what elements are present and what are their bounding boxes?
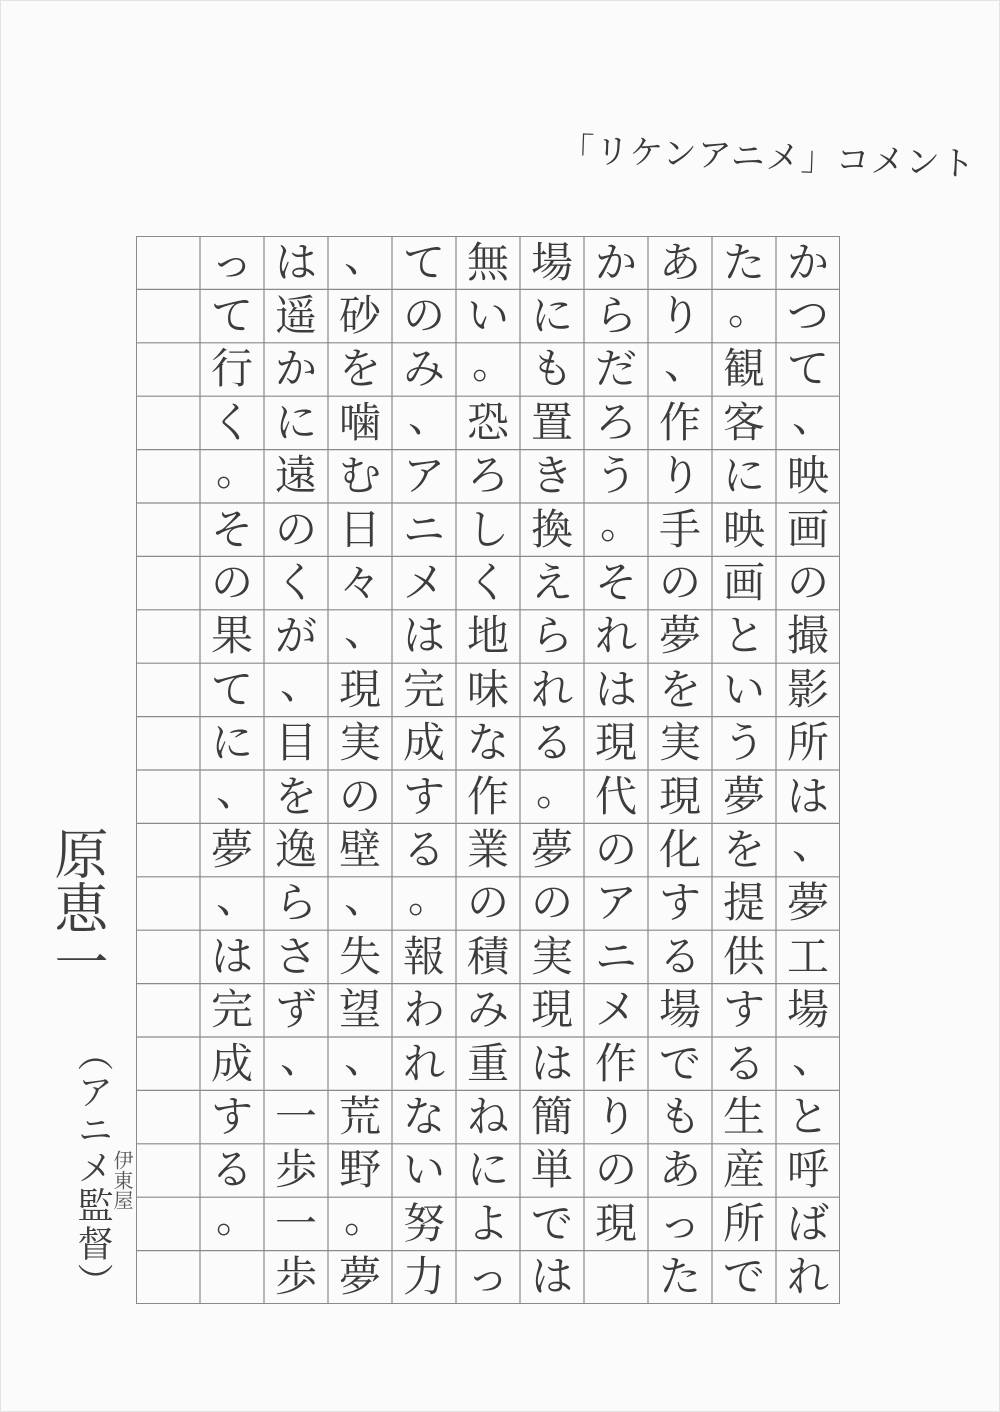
manuscript-cell: く — [274, 558, 317, 608]
manuscript-column — [648, 236, 712, 1304]
manuscript-cell: 重 — [466, 1038, 509, 1088]
manuscript-cell: 提 — [722, 878, 765, 928]
manuscript-cell: ね — [466, 1091, 509, 1141]
manuscript-cell: 影 — [786, 664, 829, 714]
manuscript-cell: 、 — [215, 769, 258, 815]
manuscript-cell: さ — [274, 931, 317, 981]
manuscript-column — [328, 236, 392, 1304]
manuscript-cell: う — [722, 718, 765, 768]
manuscript-cell: 、 — [343, 609, 386, 655]
manuscript-cell: 積 — [466, 931, 509, 981]
manuscript-cell: 成 — [402, 718, 445, 768]
manuscript-cell: み — [466, 985, 509, 1035]
manuscript-cell: 日 — [338, 504, 381, 554]
manuscript-cell: 現 — [658, 771, 701, 821]
manuscript-cell: 現 — [530, 985, 573, 1035]
manuscript-cell: 壁 — [338, 824, 381, 874]
manuscript-cell: す — [658, 878, 701, 928]
manuscript-cell: い — [466, 291, 509, 341]
manuscript-cell: る — [658, 931, 701, 981]
manuscript-cell: 逸 — [274, 824, 317, 874]
manuscript-cell: 供 — [722, 931, 765, 981]
manuscript-cell: か — [274, 344, 317, 394]
manuscript-cell: る — [210, 1145, 253, 1195]
author-role: （アニメ監督） — [72, 1035, 113, 1301]
manuscript-cell: と — [722, 611, 765, 661]
manuscript-cell: 、 — [215, 876, 258, 922]
manuscript-cell: に — [722, 451, 765, 501]
manuscript-cell: ア — [402, 451, 445, 501]
manuscript-cell: 置 — [530, 397, 573, 447]
manuscript-cell: 努 — [402, 1198, 445, 1248]
manuscript-cell: 実 — [658, 718, 701, 768]
manuscript-cell: っ — [466, 1252, 509, 1302]
manuscript-cell: 。 — [599, 502, 642, 548]
manuscript-cell: を — [722, 824, 765, 874]
manuscript-cell: の — [402, 291, 445, 341]
manuscript-cell: ば — [786, 1198, 829, 1248]
manuscript-cell: し — [466, 504, 509, 554]
manuscript-cell: 夢 — [338, 1252, 381, 1302]
manuscript-cell: 客 — [722, 397, 765, 447]
manuscript-cell: 、 — [791, 396, 834, 442]
manuscript-cell: 夢 — [530, 824, 573, 874]
manuscript-cell: 実 — [338, 718, 381, 768]
stamp-note: 伊東屋 — [110, 1150, 134, 1210]
manuscript-cell: と — [786, 1091, 829, 1141]
manuscript-cell: 画 — [722, 558, 765, 608]
manuscript-cell: た — [722, 237, 765, 287]
manuscript-cell: も — [658, 1091, 701, 1141]
manuscript-cell: は — [594, 664, 637, 714]
manuscript-cell: る — [530, 718, 573, 768]
manuscript-cell: 。 — [471, 342, 514, 388]
manuscript-cell: は — [274, 237, 317, 287]
manuscript-cell: あ — [658, 1145, 701, 1195]
manuscript-cell: 失 — [338, 931, 381, 981]
manuscript-cell: 映 — [786, 451, 829, 501]
manuscript-cell: 歩 — [274, 1145, 317, 1195]
manuscript-cell: ろ — [594, 397, 637, 447]
manuscript-cell: 所 — [722, 1198, 765, 1248]
manuscript-cell: 現 — [338, 664, 381, 714]
manuscript-cell: 単 — [530, 1145, 573, 1195]
manuscript-cell: 恐 — [466, 397, 509, 447]
manuscript-cell: 、 — [279, 1036, 322, 1082]
manuscript-cell: で — [658, 1038, 701, 1088]
manuscript-cell: 夢 — [658, 611, 701, 661]
manuscript-cell: も — [530, 344, 573, 394]
manuscript-cell: 々 — [338, 558, 381, 608]
manuscript-cell: む — [338, 451, 381, 501]
manuscript-cell: メ — [402, 558, 445, 608]
manuscript-cell: 地 — [466, 611, 509, 661]
manuscript-cell: を — [274, 771, 317, 821]
manuscript-cell: は — [530, 1038, 573, 1088]
manuscript-cell: か — [786, 237, 829, 287]
manuscript-cell: 所 — [786, 718, 829, 768]
manuscript-cell: 産 — [722, 1145, 765, 1195]
manuscript-cell: 観 — [722, 344, 765, 394]
manuscript-cell: う — [594, 451, 637, 501]
manuscript-cell: の — [658, 558, 701, 608]
manuscript-cell: 呼 — [786, 1145, 829, 1195]
manuscript-cell: れ — [594, 611, 637, 661]
manuscript-cell: ろ — [466, 451, 509, 501]
manuscript-cell: を — [658, 664, 701, 714]
manuscript-cell: く — [466, 558, 509, 608]
manuscript-cell: に — [466, 1145, 509, 1195]
manuscript-cell: り — [658, 291, 701, 341]
manuscript-cell: 一 — [274, 1091, 317, 1141]
manuscript-cell: 化 — [658, 824, 701, 874]
manuscript-cell: れ — [786, 1252, 829, 1302]
manuscript-cell: で — [722, 1252, 765, 1302]
manuscript-cell: に — [530, 291, 573, 341]
manuscript-cell: っ — [210, 237, 253, 287]
manuscript-cell — [200, 1250, 264, 1303]
manuscript-cell: の — [594, 824, 637, 874]
manuscript-cell: 。 — [215, 1197, 258, 1243]
manuscript-cell: て — [210, 664, 253, 714]
manuscript-cell: れ — [402, 1038, 445, 1088]
manuscript-cell: を — [338, 344, 381, 394]
manuscript-cell: て — [402, 237, 445, 287]
manuscript-cell: て — [210, 291, 253, 341]
manuscript-cell: に — [210, 718, 253, 768]
manuscript-cell: 無 — [466, 237, 509, 287]
manuscript-cell — [584, 1250, 648, 1303]
manuscript-cell: き — [530, 451, 573, 501]
manuscript-cell: あ — [658, 237, 701, 287]
manuscript-cell: り — [594, 1091, 637, 1141]
manuscript-cell: る — [722, 1038, 765, 1088]
manuscript-cell: た — [658, 1252, 701, 1302]
manuscript-cell: ず — [274, 985, 317, 1035]
manuscript-cell: 夢 — [210, 824, 253, 874]
manuscript-cell: は — [786, 771, 829, 821]
manuscript-cell: は — [210, 931, 253, 981]
manuscript-cell: 場 — [658, 985, 701, 1035]
manuscript-cell: 完 — [210, 985, 253, 1035]
manuscript-cell: 遥 — [274, 291, 317, 341]
manuscript-cell: み — [402, 344, 445, 394]
manuscript-cell: て — [786, 344, 829, 394]
manuscript-cell: 場 — [786, 985, 829, 1035]
manuscript-cell: 実 — [530, 931, 573, 981]
manuscript-cell: の — [274, 504, 317, 554]
manuscript-cell: 野 — [338, 1145, 381, 1195]
manuscript-cell: 。 — [727, 289, 770, 335]
manuscript-column — [392, 236, 456, 1304]
manuscript-cell: 。 — [215, 449, 258, 495]
manuscript-cell: 現 — [594, 1198, 637, 1248]
manuscript-cell: 、 — [279, 663, 322, 709]
manuscript-cell: 。 — [407, 876, 450, 922]
manuscript-cell: 遠 — [274, 451, 317, 501]
manuscript-column — [264, 236, 328, 1304]
manuscript-cell: 報 — [402, 931, 445, 981]
manuscript-cell: 。 — [343, 1197, 386, 1243]
manuscript-cell: っ — [658, 1198, 701, 1248]
manuscript-cell: 完 — [402, 664, 445, 714]
manuscript-cell: で — [530, 1198, 573, 1248]
manuscript-cell: ニ — [594, 931, 637, 981]
manuscript-cell: 撮 — [786, 611, 829, 661]
manuscript-cell: ら — [594, 291, 637, 341]
manuscript-cell: 、 — [791, 1036, 834, 1082]
manuscript-cell: 、 — [663, 342, 706, 388]
manuscript-column — [776, 236, 840, 1304]
manuscript-cell: メ — [594, 985, 637, 1035]
manuscript-cell: 噛 — [338, 397, 381, 447]
manuscript-cell: そ — [594, 558, 637, 608]
manuscript-cell: 業 — [466, 824, 509, 874]
manuscript-cell: 、 — [343, 1036, 386, 1082]
manuscript-column — [584, 236, 648, 1304]
manuscript-cell: 荒 — [338, 1091, 381, 1141]
manuscript-cell: の — [338, 771, 381, 821]
manuscript-cell: が — [274, 611, 317, 661]
manuscript-column — [200, 236, 264, 1304]
manuscript-cell: く — [210, 397, 253, 447]
manuscript-cell: 手 — [658, 504, 701, 554]
manuscript-cell: な — [402, 1091, 445, 1141]
page-title: 「リケンアニメ」コメント — [559, 130, 977, 185]
manuscript-cell: 行 — [210, 344, 253, 394]
manuscript-cell: か — [594, 237, 637, 287]
manuscript-column — [712, 236, 776, 1304]
manuscript-cell: 代 — [594, 771, 637, 821]
manuscript-cell: 現 — [594, 718, 637, 768]
manuscript-cell: の — [594, 1145, 637, 1195]
manuscript-cell: の — [466, 878, 509, 928]
manuscript-column — [520, 236, 584, 1304]
manuscript-cell: な — [466, 718, 509, 768]
manuscript-cell: ニ — [402, 504, 445, 554]
manuscript-cell: は — [402, 611, 445, 661]
manuscript-cell: わ — [402, 985, 445, 1035]
manuscript-cell: 目 — [274, 718, 317, 768]
manuscript-cell: い — [722, 664, 765, 714]
manuscript-cell: す — [722, 985, 765, 1035]
manuscript-cell: よ — [466, 1198, 509, 1248]
manuscript-cell: 成 — [210, 1038, 253, 1088]
manuscript-cell: り — [658, 451, 701, 501]
manuscript-cell: つ — [786, 291, 829, 341]
manuscript-cell: の — [530, 878, 573, 928]
manuscript-cell: 作 — [466, 771, 509, 821]
author-name: 原恵一 — [46, 826, 109, 988]
manuscript-cell: 、 — [407, 396, 450, 442]
manuscript-cell: え — [530, 558, 573, 608]
manuscript-cell: 、 — [343, 236, 386, 281]
manuscript-cell: す — [210, 1091, 253, 1141]
manuscript-cell: 夢 — [786, 878, 829, 928]
manuscript-cell: 望 — [338, 985, 381, 1035]
manuscript-cell: ア — [594, 878, 637, 928]
manuscript-cell: 夢 — [722, 771, 765, 821]
manuscript-cell: 簡 — [530, 1091, 573, 1141]
manuscript-cell: る — [402, 824, 445, 874]
manuscript-cell: 、 — [343, 876, 386, 922]
manuscript-cell: 換 — [530, 504, 573, 554]
manuscript-cell: 生 — [722, 1091, 765, 1141]
manuscript-cell: 作 — [594, 1038, 637, 1088]
manuscript-cell: ら — [274, 878, 317, 928]
manuscript-cell: 作 — [658, 397, 701, 447]
manuscript-cell: そ — [210, 504, 253, 554]
manuscript-cell: 場 — [530, 237, 573, 287]
manuscript-cell: ら — [530, 611, 573, 661]
manuscript-cell: 果 — [210, 611, 253, 661]
manuscript-cell: 。 — [535, 769, 578, 815]
manuscript-cell: 歩 — [274, 1252, 317, 1302]
manuscript-cell: 、 — [791, 823, 834, 869]
manuscript-cell: だ — [594, 344, 637, 394]
manuscript-cell: す — [402, 771, 445, 821]
manuscript-cell: 砂 — [338, 291, 381, 341]
manuscript-cell: に — [274, 397, 317, 447]
manuscript-cell: 工 — [786, 931, 829, 981]
manuscript-column — [456, 236, 520, 1304]
manuscript-cell: 一 — [274, 1198, 317, 1248]
manuscript-cell: れ — [530, 664, 573, 714]
genkou-grid — [136, 236, 840, 1304]
manuscript-cell: 画 — [786, 504, 829, 554]
manuscript-cell: は — [530, 1252, 573, 1302]
manuscript-cell: 力 — [402, 1252, 445, 1302]
manuscript-cell: い — [402, 1145, 445, 1195]
manuscript-cell: の — [210, 558, 253, 608]
manuscript-cell: 味 — [466, 664, 509, 714]
manuscript-cell: の — [786, 558, 829, 608]
manuscript-cell: 映 — [722, 504, 765, 554]
